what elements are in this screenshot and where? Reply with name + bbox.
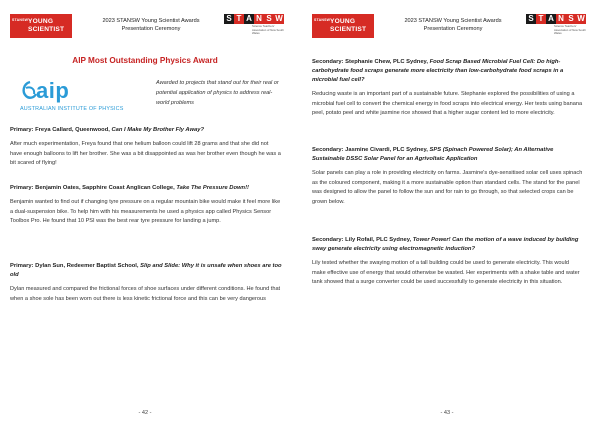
right-page (312, 0, 592, 426)
entry-freya: Primary: Freya Callard, Queenwood, Can I Make My Brother Fly Away? After much experimentation, Freya found that one helium balloon could lift 28 grams and that she did not have enough balloons to lift her brother. She was a bit disappointed as was her brother even though he was a bit scared of flying! (10, 127, 281, 167)
entry-jasmine: Secondary: Jasmine Civardi, PLC Sydney, SPS (Spinach Powered Solar); An Alternative Sustainable DSSC Solar Panel for an Agrivoltaic Application Solar panels can play a role in providing electricity on farms. Jasmine's dye-sensitised solar cell uses spinach as the coloured component, making it a more sustainable option than standard cells. The stand for the panel was designed to allow the panel to follow the sun and for rain to go through, so that selected crops can be grown below. (312, 147, 583, 205)
logo-line-1: YOUNG (330, 18, 356, 25)
stansw-logo: S T A N S W Science Teachers' Association of New South Wales (526, 14, 586, 38)
page-header (10, 14, 284, 38)
header-title: 2023 STANSW Young Scientist Awards Presentation Ceremony (102, 18, 200, 32)
logo-line-2: SCIENTIST (330, 26, 367, 33)
entry-benjamin: Primary: Benjamin Oates, Sapphire Coast Anglican College, Take The Pressure Down!! Benjamin wanted to find out if changing tyre pressure on a regular mountain bike would make it feel more like a dual-suspension bike. To help him with his measurements he used a physics app called Physics Sensor Toolbox Pro. He found that 10 PSI was the best rear tyre pressure for landing a jump. (10, 185, 281, 225)
young-scientist-logo: STANSW YOUNG SCIENTIST (312, 14, 374, 38)
page-header (312, 14, 586, 38)
entry-stephanie: Secondary: Stephanie Chew, PLC Sydney, Food Scrap Based Microbial Fuel Cell: Do high-carbohydrate food scraps generate more electricity than low-carbohydrate food scraps in a microbial fuel cell? Reducing waste is an important part of a sustainable future. Stephanie explored the possibilities of using a microbial fuel cell to convert the chemical energy in food scraps into electrical energy. Her tests using banana peel, potato peel and white jasmine rice showed that a higher sugar content led to more electricity. (312, 59, 583, 117)
page-number: - 43 - (440, 410, 454, 416)
page-number: - 42 - (138, 410, 152, 416)
stansw-logo: S T A N S W Science Teachers' Association of New South Wales (224, 14, 284, 38)
award-description: Awarded to projects that stand out for their real or potential application of physics to address real-world problems (156, 80, 279, 106)
entry-dylan: Primary: Dylan Sun, Redeemer Baptist School, Slip and Slide: Why it is unsafe when shoes are too old Dylan measured and compared the frictional forces of shoe surfaces under different conditions. He found that when a shoe sole has been worn out there is less kinetic frictional force and this can be very dangerous (10, 263, 282, 302)
aip-logo: aip AUSTRALIAN INSTITUTE OF PHYSICS (20, 78, 124, 112)
award-title: AIP Most Outstanding Physics Award (72, 56, 218, 65)
left-page (10, 0, 290, 426)
header-title: 2023 STANSW Young Scientist Awards Presentation Ceremony (404, 18, 502, 32)
young-scientist-logo: STANSW YOUNG SCIENTIST (10, 14, 72, 38)
logo-line-2: SCIENTIST (28, 26, 65, 33)
logo-line-1: YOUNG (28, 18, 54, 25)
entry-lily: Secondary: Lily Rofail, PLC Sydney, Tower Power! Can the motion of a wave induced by building sway generate electricity using electromagnetic induction? Lily tested whether the swaying motion of a tall building could be used to generate electricity. This would make effective use of energy that would otherwise be wasted. Her experiments with a shake table and water tank showed that a surge converter could be used successfully to generate electricity in this situation. (312, 237, 580, 286)
